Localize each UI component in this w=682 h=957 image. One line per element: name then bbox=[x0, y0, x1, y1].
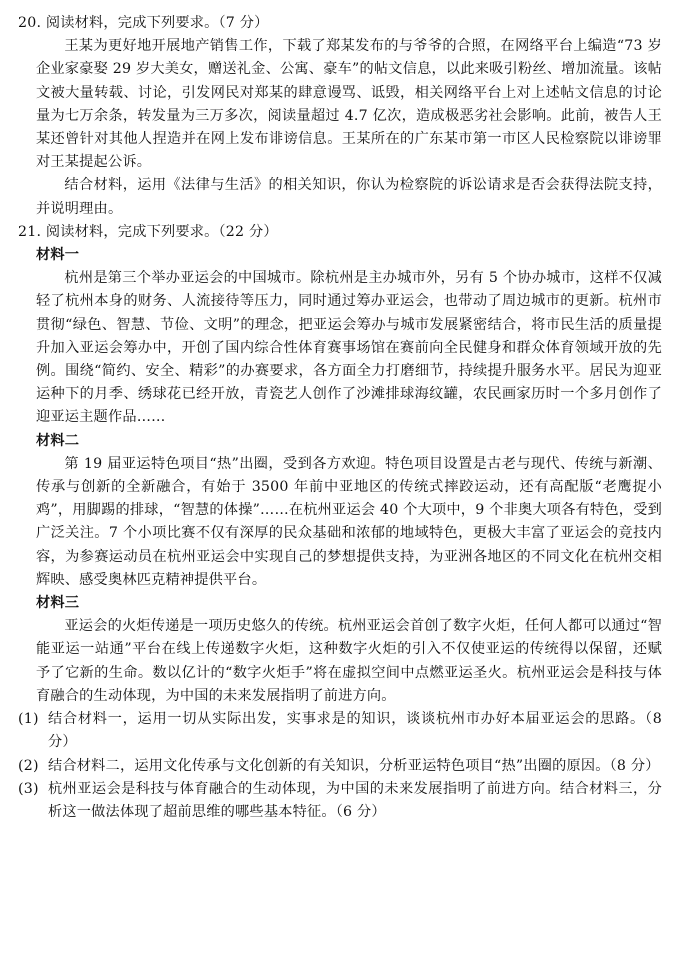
material-1-title: 材料一 bbox=[36, 247, 80, 264]
material-2-text: 第 19 届亚运特色项目“热”出圈，受到各方欢迎。特色项目设置是古老与现代、传统与新潮、传承与创新的全新融合，有始于 3500 年前中亚地区的传统式摔跤运动，还有高配版“老鹰捉小鸡”，用脚踢的排球，“智慧的体操”……在杭州亚运会 40 个大项中，9 个非奥大项各有特色，受到广泛关注。7 个小项比赛不仅有深厚的民众基础和浓郁的地域特色，更极大丰富了亚运会的竞技内容，为参赛运动员在杭州亚运会中实现自己的梦想提供支持，为亚洲各地区的不同文化在杭州交相辉映、感受奥林匹克精神提供平台。 bbox=[36, 455, 662, 588]
material-2-title: 材料二 bbox=[36, 432, 80, 449]
question-21-body bbox=[18, 244, 662, 708]
sub-question-3-text: 杭州亚运会是科技与体育融合的生动体现，为中国的未来发展指明了前进方向。结合材料三，分析这一做法体现了超前思维的哪些基本特征。（6 分） bbox=[48, 780, 662, 820]
sub-question-3 bbox=[18, 778, 662, 824]
sub-question-1-text: 结合材料一，运用一切从实际出发，实事求是的知识，谈谈杭州市办好本届亚运会的思路。（8 分） bbox=[48, 711, 662, 751]
material-3-text: 亚运会的火炬传递是一项历史悠久的传统。杭州亚运会首创了数字火炬，任何人都可以通过“智能亚运一站通”平台在线上传递数字火炬，这种数字火炬的引入不仅使亚运的传统得以保留，还赋予了它新的生命。数以亿计的“数字火炬手”将在虚拟空间中点燃亚运圣火。杭州亚运会是科技与体育融合的生动体现，为中国的未来发展指明了前进方向。 bbox=[36, 618, 662, 704]
question-20-material: 王某为更好地开展地产销售工作，下载了郑某发布的与爷爷的合照，在网络平台上编造“73 岁企业家豪娶 29 岁大美女，赠送礼金、公寓、豪车”的帖文信息，以此来吸引粉丝、增加流量。该帖文被大量转载、讨论，引发网民对郑某的肆意谩骂、诋毁，相关网络平台上对上述帖文信息的讨论量为七万余条，转发量为三万多次，阅读量超过 4.7 亿次，造成极恶劣社会影响。此前，被告人王某还曾针对其他人捏造并在网上发布诽谤信息。王某所在的广东某市第一市区人民检察院以诽谤罪对王某提起公诉。 bbox=[36, 38, 662, 171]
sub-question-1-number: (1) bbox=[18, 711, 39, 728]
material-3-title: 材料三 bbox=[36, 595, 80, 612]
sub-question-3-number: (3) bbox=[18, 780, 39, 797]
question-20-body bbox=[18, 35, 662, 221]
sub-question-2-text: 结合材料二，运用文化传承与文化创新的有关知识，分析亚运特色项目“热”出圈的原因。（8 分） bbox=[48, 757, 660, 774]
sub-question-2 bbox=[18, 755, 662, 778]
question-20-prompt: 结合材料，运用《法律与生活》的相关知识，你认为检察院的诉讼请求是否会获得法院支持，并说明理由。 bbox=[36, 177, 662, 217]
material-1-text: 杭州是第三个举办亚运会的中国城市。除杭州是主办城市外，另有 5 个协办城市，这样不仅减轻了杭州本身的财务、人流接待等压力，同时通过筹办亚运会，也带动了周边城市的更新。杭州市贯彻“绿色、智慧、节俭、文明”的理念，把亚运会筹办与城市发展紧密结合，将市民生活的质量提升加入亚运会筹办中，开创了国内综合性体育赛事场馆在赛前向全民健身和群众体育领域开放的先例。围绕“简约、安全、精彩”的办赛要求，各方面全力打磨细节，持续提升服务水平。居民为迎亚运种下的月季、绣球花已经开放，青瓷艺人创作了沙滩排球海纹罐，农民画家历时一个多月创作了迎亚运主题作品…… bbox=[36, 270, 662, 426]
sub-question-2-number: (2) bbox=[18, 757, 39, 774]
question-20-header: 20. 阅读材料，完成下列要求。（7 分） bbox=[18, 15, 269, 31]
question-21-header: 21. 阅读材料，完成下列要求。（22 分） bbox=[18, 223, 278, 240]
sub-question-1 bbox=[18, 708, 662, 754]
question-21-subquestions bbox=[18, 708, 662, 824]
